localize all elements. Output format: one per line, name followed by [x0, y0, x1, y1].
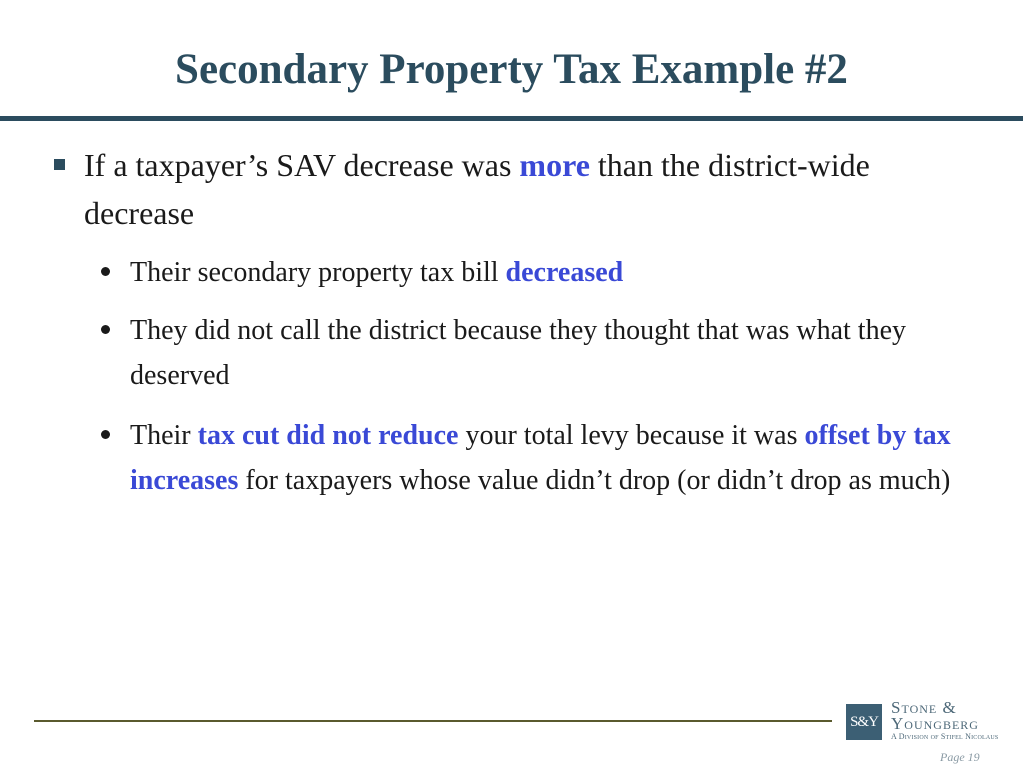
round-bullet-icon	[101, 267, 110, 276]
logo-name-line1: Stone &	[891, 698, 957, 717]
page-number: Page 19	[940, 750, 980, 764]
logo-name-line2: Youngberg	[891, 714, 979, 733]
bullet-level1	[84, 141, 954, 237]
bullet-text: for taxpayers whose value didn’t drop (or didn’t drop as much)	[238, 465, 951, 496]
logo-mark-icon: S&Y	[846, 704, 882, 740]
bullet-text: Their	[130, 420, 198, 451]
highlight-text: offset by tax increases	[130, 420, 951, 496]
bullet-level2	[130, 250, 980, 295]
round-bullet-icon	[101, 430, 110, 439]
bullet-text: They did not call the district because they thought that was what they deserved	[130, 315, 907, 391]
round-bullet-icon	[101, 325, 110, 334]
highlight-text: more	[519, 147, 590, 183]
company-logo	[891, 700, 1011, 742]
logo-tagline: A Division of Stifel Nicolaus	[891, 732, 999, 741]
title-divider	[0, 116, 1023, 121]
bullet-text: your total levy because it was	[458, 420, 805, 451]
slide-title: Secondary Property Tax Example #2	[175, 46, 848, 93]
square-bullet-icon	[54, 159, 65, 170]
bullet-level2	[130, 413, 980, 503]
bullet-text: If a taxpayer’s SAV decrease was	[84, 147, 520, 183]
bullet-text: than the district-wide decrease	[84, 147, 870, 231]
bullet-level2	[130, 308, 980, 398]
footer-divider	[34, 720, 832, 722]
highlight-text: tax cut did not reduce	[197, 420, 459, 451]
bullet-text: Their secondary property tax bill	[130, 257, 506, 288]
highlight-text: decreased	[505, 257, 624, 288]
